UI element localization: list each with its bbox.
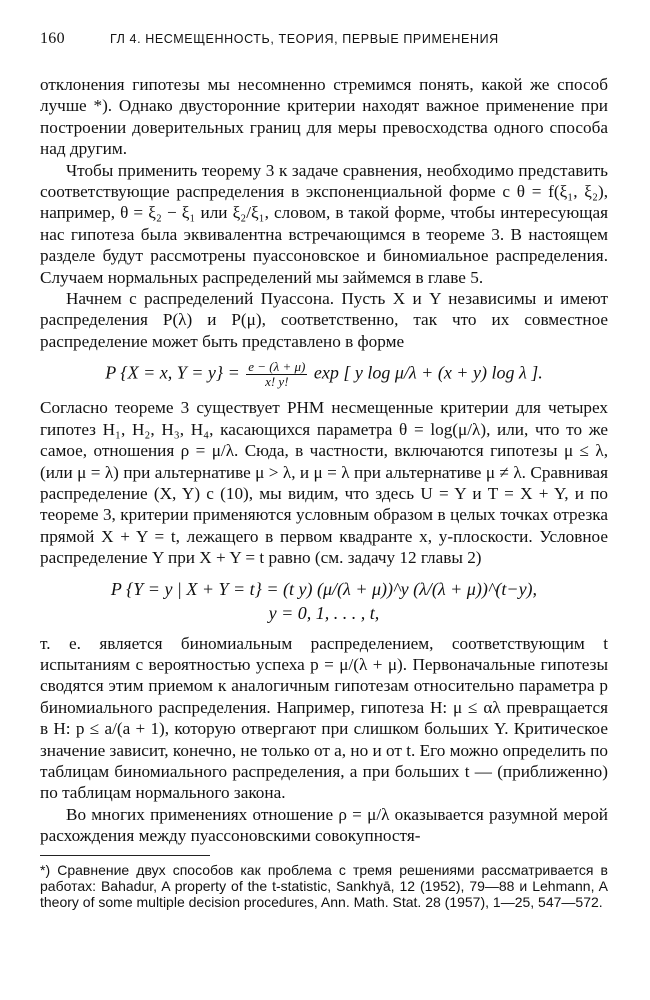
- body-text: [40, 74, 608, 911]
- footnote-divider: [40, 855, 210, 856]
- paragraph-2: Чтобы применить теорему 3 к задаче сравнения, необходимо представить соответствующие распределения в экспоненциальной форме с θ = f(ξ₁, ξ₂), например, θ = ξ₂ − ξ₁ или ξ₂/ξ₁, словом, в такой форме, чтобы интересующая нас гипотеза была эквивалентна встречающимся в теореме 3. В настоящем разделе будут рассмотрены пуассоновское и биномиальное распределения. Случаем нормальных распределений мы займемся в главе 5.: [40, 160, 608, 287]
- formula1-rhs: exp [ y log μ/λ + (x + y) log λ ].: [313, 362, 543, 383]
- footnote: *) Сравнение двух способов как проблема с тремя решениями рассматривается в работах: Bahadur, A property of the t-statistic, Sankhyā, 12 (1952), 79—88 и Lehmann, A theory of some multiple decision procedures, Ann. Math. Stat. 28 (1957), 1—25, 547—572.: [40, 861, 608, 911]
- paragraph-3: Начнем с распределений Пуассона. Пусть X и Y независимы и имеют распределения P(λ) и P(μ), соответственно, так что их совместное распределение может быть представлено в форме: [40, 289, 608, 351]
- formula1-numerator: e − (λ + μ): [248, 359, 306, 375]
- formula2-line2: y = 0, 1, . . . , t,: [268, 602, 380, 623]
- formula1-lhs: P {X = x, Y = y} =: [105, 362, 240, 383]
- formula1-denominator: x! y!: [265, 374, 289, 390]
- formula-poisson-joint: [40, 360, 608, 389]
- page-number: 160: [40, 30, 65, 47]
- paragraph-6: Во многих применениях отношение ρ = μ/λ оказывается разумной мерой расхождения между пуассоновскими совокупностя-: [40, 804, 608, 846]
- formula1-fraction: [246, 360, 307, 389]
- chapter-title: ГЛ 4. НЕСМЕЩЕННОСТЬ, ТЕОРИЯ, ПЕРВЫЕ ПРИМЕНЕНИЯ: [110, 32, 499, 46]
- paragraph-4: Согласно теореме 3 существует РНМ несмещенные критерии для четырех гипотез H₁, H₂, H₃, H₄, касающихся параметра θ = log(μ/λ), или, что то же самое, отношения ρ = μ/λ. Сюда, в частности, включаются гипотезы μ ≤ λ, (или μ = λ) при альтернативе μ > λ, и μ = λ при альтернативе μ ≠ λ. Сравнивая распределение (X, Y) с (10), мы видим, что здесь U = Y и T = X + Y, и по теореме 3, критерии применяются условным образом в целых точках отрезка прямой X + Y = t, лежащего в первом квадранте x, y-плоскости. Условное распределение Y при X + Y = t равно (см. задачу 12 главы 2): [40, 398, 608, 568]
- paragraph-5: т. е. является биномиальным распределением, соответствующим t испытаниям с вероятностью успеха p = μ/(λ + μ). Первоначальные гипотезы сводятся этим приемом к аналогичным гипотезам относительно параметра p биномиального распределения. Например, гипотеза H: μ ≤ αλ превращается в H: p ≤ a/(a + 1), которую отвергают при слишком больших Y. Критическое значение зависит, конечно, не только от a, но и от t. Его можно определить по таблицам биномиального распределения, а при больших t — (приближенно) по таблицам нормального закона.: [40, 633, 608, 803]
- running-head: [40, 30, 608, 54]
- formula-conditional-binomial: [40, 577, 608, 625]
- formula2-line1: P {Y = y | X + Y = t} = (t y) (μ/(λ + μ))^y (λ/(λ + μ))^(t−y),: [110, 578, 538, 599]
- book-page: [40, 30, 608, 911]
- paragraph-1: отклонения гипотезы мы несомненно стремимся понять, какой же способ лучше *). Однако двусторонние критерии находят важное применение при построении доверительных границ для меры превосходства одного способа над другим.: [40, 75, 608, 159]
